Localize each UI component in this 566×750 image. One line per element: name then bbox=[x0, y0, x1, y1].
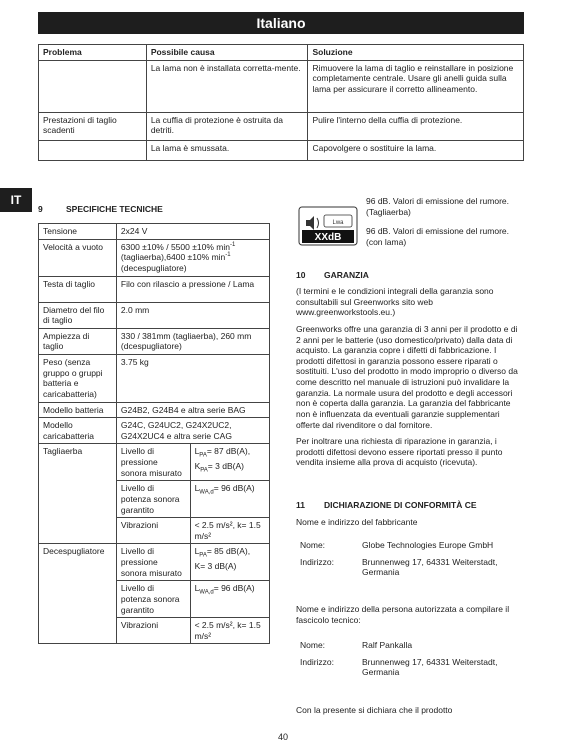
troubleshooting-table bbox=[38, 44, 524, 161]
garanzia-paragraph: (I termini e le condizioni integrali della garanzia sono consultabili sul Greenworks sito web www.greenworkstools.eu.) bbox=[296, 286, 494, 318]
section-title-conformita: 11 DICHIARAZIONE DI CONFORMITÀ CE bbox=[296, 500, 477, 510]
closing-text: Con la presente si dichiara che il prodotto bbox=[296, 705, 453, 715]
noise-level-icon bbox=[298, 206, 358, 246]
table-cell: La lama è smussata. bbox=[146, 140, 308, 160]
spec-label: Velocità a vuoto bbox=[39, 239, 117, 276]
spec-sublabel: Vibrazioni bbox=[116, 518, 190, 544]
spec-label: Modello caricabatteria bbox=[39, 418, 117, 444]
spec-value: Filo con rilascio a pressione / Lama bbox=[116, 276, 269, 302]
noise-text-1: 96 dB. Valori di emissione del rumore. (Tagliaerba) bbox=[366, 196, 509, 217]
spec-label: Modello batteria bbox=[39, 402, 117, 418]
svg-text:XXdB: XXdB bbox=[314, 232, 342, 243]
spec-label: Testa di taglio bbox=[39, 276, 117, 302]
section-title-garanzia: 10 GARANZIA bbox=[296, 270, 369, 280]
spec-value: G24C, G24UC2, G24X2UC2, G24X2UC4 e altra serie CAG bbox=[116, 418, 269, 444]
section-title-specs bbox=[38, 204, 163, 215]
spec-value: < 2.5 m/s², k= 1.5 m/s² bbox=[190, 518, 269, 544]
spec-label: Tensione bbox=[39, 224, 117, 240]
maker-heading: Nome e indirizzo del fabbricante bbox=[296, 517, 418, 527]
table-cell: Pulire l'interno della cuffia di protezione. bbox=[308, 112, 524, 140]
table-cell: Rimuovere la lama di taglio e reinstallare in posizione completamente centrale. Usare gli anelli guida sulla lama per assicurare il corretto allineamento. bbox=[308, 60, 524, 112]
sound-power-icon bbox=[298, 206, 358, 246]
spec-value: 3.75 kg bbox=[116, 355, 269, 403]
field-value: Brunnenweg 17, 64331 Weiterstadt, Germania bbox=[362, 556, 498, 578]
spec-label-tagliaerba: Tagliaerba bbox=[39, 444, 117, 544]
field-label: Nome: bbox=[300, 540, 326, 550]
spec-sublabel: Livello di potenza sonora garantito bbox=[116, 581, 190, 618]
spec-value: < 2.5 m/s², k= 1.5 m/s² bbox=[190, 618, 269, 644]
col-header-solution: Soluzione bbox=[308, 45, 524, 61]
spec-label-decespugliatore: Decespugliatore bbox=[39, 544, 117, 644]
spec-value: 2.0 mm bbox=[116, 302, 269, 328]
table-cell bbox=[39, 140, 147, 160]
spec-label: Diametro del filo di taglio bbox=[39, 302, 117, 328]
col-header-cause: Possibile causa bbox=[146, 45, 308, 61]
maker-address-block bbox=[300, 540, 526, 584]
spec-value: G24B2, G24B4 e altra serie BAG bbox=[116, 402, 269, 418]
spec-value: $L_{WA,d}= 96$ dB(A) bbox=[190, 481, 269, 518]
field-label: Indirizzo: bbox=[300, 556, 335, 567]
garanzia-paragraph: Greenworks offre una garanzia di 3 anni per il prodotto e di 2 anni per le batterie (uso domestico/privato) dalla data di acquisto. La garanzia copre i difetti di fabbricazione. I prodotti difettosi in garanzia possono essere riparati o sostituiti. L'uso del prodotto in modo improprio o diverso da come descritto nel manuale di istruzioni può invalidare la garanzia. La normale usura del prodotto e degli accessori non è coperta dalla garanzia. La garanzia del fabbricante non è influenzata da eventuali garanzie supplementari offerte dal rivenditore o dal fornitore. bbox=[296, 323, 518, 430]
person-heading: Nome e indirizzo della persona autorizzata a compilare il fascicolo tecnico: bbox=[296, 604, 510, 625]
spec-label: Peso (senza gruppo o gruppi batteria e caricabatteria) bbox=[39, 355, 117, 403]
spec-sublabel: Livello di pressione sonora misurato bbox=[116, 444, 190, 481]
garanzia-body bbox=[296, 286, 524, 474]
table-cell bbox=[39, 60, 147, 112]
table-cell: La cuffia di protezione è ostruita da detriti. bbox=[146, 112, 308, 140]
language-tab: IT bbox=[0, 188, 32, 212]
spec-sublabel: Vibrazioni bbox=[116, 618, 190, 644]
garanzia-paragraph: Per inoltrare una richiesta di riparazione in garanzia, i prodotti difettosi devono essere riportati presso il punto vendita insieme alla prova di acquisto (ricevuta). bbox=[296, 436, 503, 468]
svg-text:Lwa: Lwa bbox=[332, 220, 344, 226]
col-header-problem: Problema bbox=[39, 45, 147, 61]
table-cell: Prestazioni di taglio scadenti bbox=[39, 112, 147, 140]
section-title-text: SPECIFICHE TECNICHE bbox=[66, 204, 163, 214]
field-value: Globe Technologies Europe GmbH bbox=[362, 540, 494, 550]
page-header: Italiano bbox=[38, 12, 524, 34]
noise-text-2: 96 dB. Valori di emissione del rumore. (con lama) bbox=[366, 226, 509, 247]
spec-value: $L_{PA}= 87$ dB(A), $K_{PA}= 3$ dB(A) bbox=[190, 444, 269, 481]
specs-table bbox=[38, 223, 270, 644]
section-number: 9 bbox=[38, 204, 43, 214]
spec-sublabel: Livello di pressione sonora misurato bbox=[116, 544, 190, 581]
spec-sublabel: Livello di potenza sonora garantito bbox=[116, 481, 190, 518]
spec-value: $L_{WA,d}= 96$ dB(A) bbox=[190, 581, 269, 618]
spec-value: $L_{PA}= 85$ dB(A), K= 3 dB(A) bbox=[190, 544, 269, 581]
spec-value: 6300 ±10% / 5500 ±10% $\min^{-1}$ (tagliaerba),6400 ±10% $\min^{-1}$ (decespugliatore) bbox=[116, 239, 269, 276]
field-value: Ralf Pankalla bbox=[362, 640, 413, 650]
table-cell: Capovolgere o sostituire la lama. bbox=[308, 140, 524, 160]
field-label: Indirizzo: bbox=[300, 656, 335, 667]
person-address-block bbox=[300, 640, 526, 684]
field-label: Nome: bbox=[300, 640, 326, 650]
table-cell: La lama non è installata corretta-mente. bbox=[146, 60, 308, 112]
page-number: 40 bbox=[277, 732, 288, 742]
spec-label: Ampiezza di taglio bbox=[39, 328, 117, 354]
spec-value: 330 / 381mm (tagliaerba), 260 mm (dcespugliatore) bbox=[116, 328, 269, 354]
spec-value: 2x24 V bbox=[116, 224, 269, 240]
field-value: Brunnenweg 17, 64331 Weiterstadt, Germania bbox=[362, 656, 498, 678]
